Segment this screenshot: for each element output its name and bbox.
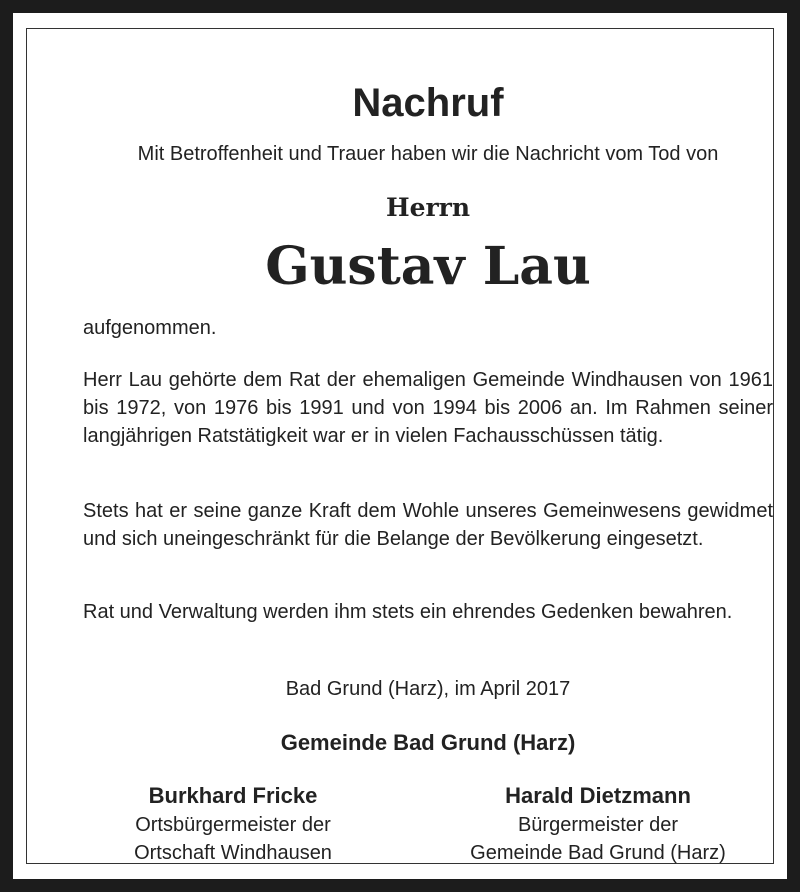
obituary-title: Nachruf (352, 81, 504, 125)
paragraph-dedication: Stets hat er seine ganze Kraft dem Wohle unseres Gemeinwesens gewidmet und sich uneingeschränkt für die Belange der Bevölkerung eingesetzt. (83, 500, 773, 550)
signer-left (83, 781, 383, 867)
salutation: Herrn (385, 193, 471, 222)
after-name-text: aufgenommen. (83, 317, 217, 339)
signer-right (423, 781, 773, 867)
signer-role-line: Gemeinde Bad Grund (Harz) (470, 842, 726, 864)
signer-role-line: Bürgermeister der (517, 814, 679, 836)
place-and-date: Bad Grund (Harz), im April 2017 (285, 678, 571, 700)
intro-sentence: Mit Betroffenheit und Trauer haben wir die Nachricht vom Tod von (137, 143, 719, 165)
signer-name: Harald Dietzmann (505, 783, 691, 808)
signer-role-line: Ortsbürgermeister der (135, 814, 331, 836)
signer-role-line: Ortschaft Windhausen (134, 842, 332, 864)
paragraph-council-service: Herr Lau gehörte dem Rat der ehemaligen Gemeinde Windhausen von 1961 bis 1972, von 1976 bis 1991 und von 1994 bis 2006 an. Im Rahmen seiner langjährigen Ratstätigkeit war er in vielen Fachausschüssen tätig. (83, 369, 773, 447)
deceased-name: Gustav Lau (265, 236, 591, 297)
organization-name: Gemeinde Bad Grund (Harz) (280, 730, 576, 755)
obituary-frame (26, 28, 774, 864)
paragraph-remembrance: Rat und Verwaltung werden ihm stets ein ehrendes Gedenken bewahren. (83, 601, 733, 623)
signer-name: Burkhard Fricke (148, 783, 318, 808)
